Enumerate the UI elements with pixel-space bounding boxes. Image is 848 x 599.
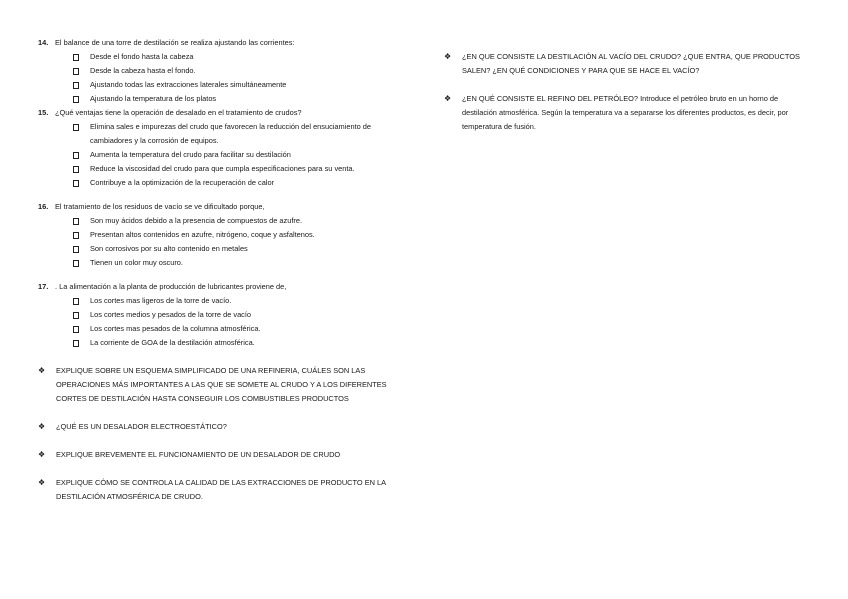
option-item — [72, 120, 410, 148]
checkbox-icon — [72, 242, 90, 256]
checkbox-icon — [72, 148, 90, 162]
question-number: 14. — [38, 38, 49, 47]
option-item — [72, 78, 410, 92]
option-text: Desde la cabeza hasta el fondo. — [90, 66, 196, 75]
bullet-question — [38, 448, 410, 462]
option-text: Los cortes mas pesados de la columna atmosférica. — [90, 324, 261, 333]
bullet-question — [444, 92, 814, 134]
option-list — [38, 50, 410, 106]
bullet-text: ¿EN QUÉ CONSISTE EL REFINO DEL PETRÓLEO? Introduce el petróleo bruto en un horno de destilación atmosférica. Según la temperatura va a separarse los diferentes productos, es decir, por temperatura de fusión. — [462, 94, 789, 131]
diamond-bullet-icon: ❖ — [38, 422, 46, 431]
checkbox-icon — [72, 64, 90, 78]
question-17 — [38, 280, 410, 350]
checkbox-icon — [72, 120, 90, 148]
question-title: El balance de una torre de destilación se realiza ajustando las corrientes: — [55, 38, 295, 47]
checkbox-icon — [72, 162, 90, 176]
option-text: Ajustando todas las extracciones laterales simultáneamente — [90, 80, 287, 89]
option-item — [72, 162, 410, 176]
bullet-text: EXPLIQUE CÓMO SE CONTROLA LA CALIDAD DE LAS EXTRACCIONES DE PRODUCTO EN LA DESTILACIÓN ATMOSFÉRICA DE CRUDO. — [56, 478, 386, 501]
option-text: Aumenta la temperatura del crudo para facilitar su destilación — [90, 150, 291, 159]
checkbox-icon — [72, 256, 90, 270]
option-item — [72, 256, 410, 270]
right-column — [444, 50, 814, 134]
bullet-question — [38, 364, 410, 406]
option-text: Desde el fondo hasta la cabeza — [90, 52, 194, 61]
bullet-question — [38, 476, 410, 504]
option-text: Contribuye a la optimización de la recuperación de calor — [90, 178, 275, 187]
option-item — [72, 64, 410, 78]
option-text: Reduce la viscosidad del crudo para que cumpla especificaciones para su venta. — [90, 164, 355, 173]
checkbox-icon — [72, 214, 90, 228]
checkbox-icon — [72, 92, 90, 106]
option-list — [38, 214, 410, 270]
option-item — [72, 92, 410, 106]
option-item — [72, 322, 410, 336]
bullet-question — [38, 420, 410, 434]
bullet-text: ¿QUÉ ES UN DESALADOR ELECTROESTÁTICO? — [56, 422, 227, 431]
option-text: Ajustando la temperatura de los platos — [90, 94, 217, 103]
question-number: 15. — [38, 108, 49, 117]
diamond-bullet-icon: ❖ — [38, 366, 46, 375]
option-text: La corriente de GOA de la destilación atmosférica. — [90, 338, 255, 347]
option-text: Los cortes mas ligeros de la torre de vacío. — [90, 296, 232, 305]
option-item — [72, 214, 410, 228]
option-text: Tienen un color muy oscuro. — [90, 258, 183, 267]
option-item — [72, 294, 410, 308]
option-item — [72, 336, 410, 350]
diamond-bullet-icon: ❖ — [38, 450, 46, 459]
bullet-text: ¿EN QUE CONSISTE LA DESTILACIÓN AL VACÍO DEL CRUDO? ¿QUE ENTRA, QUE PRODUCTOS SALEN? ¿EN QUÉ CONDICIONES Y PARA QUE SE HACE EL VACÍO? — [462, 52, 800, 75]
question-title: . La alimentación a la planta de producción de lubricantes proviene de, — [55, 282, 287, 291]
checkbox-icon — [72, 176, 90, 190]
option-item — [72, 242, 410, 256]
option-item — [72, 50, 410, 64]
option-list — [38, 294, 410, 350]
checkbox-icon — [72, 50, 90, 64]
option-list — [38, 120, 410, 190]
checkbox-icon — [72, 336, 90, 350]
question-title: El tratamiento de los residuos de vacío se ve dificultado porque, — [55, 202, 265, 211]
question-title: ¿Qué ventajas tiene la operación de desalado en el tratamiento de crudos? — [55, 108, 302, 117]
diamond-bullet-icon: ❖ — [38, 478, 46, 487]
option-text: Son muy ácidos debido a la presencia de compuestos de azufre. — [90, 216, 302, 225]
option-text: Presentan altos contenidos en azufre, nitrógeno, coque y asfaltenos. — [90, 230, 315, 239]
option-text: Elimina sales e impurezas del crudo que favorecen la reducción del ensuciamiento de cambiadores y la corrosión de equipos. — [90, 122, 372, 145]
option-text: Son corrosivos por su alto contenido en metales — [90, 244, 248, 253]
option-item — [72, 228, 410, 242]
diamond-bullet-icon: ❖ — [444, 52, 452, 61]
checkbox-icon — [72, 228, 90, 242]
question-15 — [38, 106, 410, 190]
bullet-question — [444, 50, 814, 78]
question-number: 16. — [38, 202, 49, 211]
checkbox-icon — [72, 294, 90, 308]
question-16 — [38, 200, 410, 270]
question-number: 17. — [38, 282, 49, 291]
checkbox-icon — [72, 78, 90, 92]
diamond-bullet-icon: ❖ — [444, 94, 452, 103]
bullet-text: EXPLIQUE BREVEMENTE EL FUNCIONAMIENTO DE UN DESALADOR DE CRUDO — [56, 450, 341, 459]
option-item — [72, 308, 410, 322]
left-column — [38, 36, 410, 504]
checkbox-icon — [72, 322, 90, 336]
question-14 — [38, 36, 410, 106]
option-text: Los cortes medios y pesados de la torre de vacío — [90, 310, 252, 319]
bullet-text: EXPLIQUE SOBRE UN ESQUEMA SIMPLIFICADO DE UNA REFINERIA, CUÁLES SON LAS OPERACIONES MÁS IMPORTANTES A LAS QUE SE SOMETE AL CRUDO Y A LOS DIFERENTES CORTES DE DESTILACIÓN HASTA CONSEGUIR LOS COMBUSTIBLES PRODUCTOS — [56, 366, 387, 403]
option-item — [72, 148, 410, 162]
checkbox-icon — [72, 308, 90, 322]
option-item — [72, 176, 410, 190]
